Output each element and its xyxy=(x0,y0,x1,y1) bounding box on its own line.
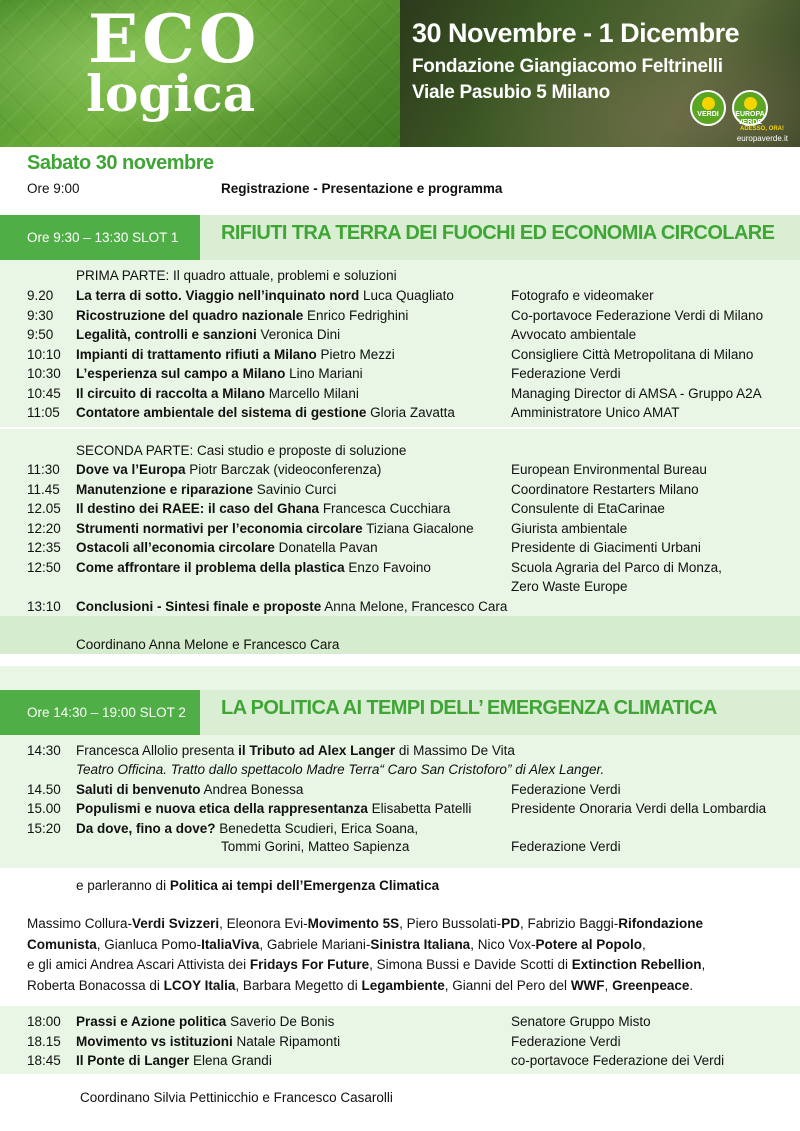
row-time: 18:00 xyxy=(27,1014,61,1029)
row-role: Giurista ambientale xyxy=(511,520,628,536)
parleranno-line: e parleranno di Politica ai tempi dell’Emergenza Climatica xyxy=(76,878,440,893)
schedule-row xyxy=(0,1051,800,1070)
row-role: co-portavoce Federazione dei Verdi xyxy=(511,1053,725,1068)
schedule-row xyxy=(0,364,800,383)
row-time: 10:30 xyxy=(27,366,61,381)
row-role: Zero Waste Europe xyxy=(511,579,628,594)
row-time: 9.20 xyxy=(27,288,54,303)
row-time: 9:50 xyxy=(27,327,54,342)
talk-row-continuation: Tommi Gorini, Matteo Sapienza Federazione Verdi xyxy=(221,839,621,854)
schedule-row xyxy=(0,499,800,518)
schedule-row xyxy=(0,597,800,616)
row-description: Populismi e nuova etica della rappresentanza Elisabetta Patelli xyxy=(76,801,472,817)
row-description: Come affrontare il problema della plastica Enzo Favoino xyxy=(76,559,431,575)
participants-line: Roberta Bonacossa di LCOY Italia, Barbara Megetto di Legambiente, Gianni del Pero del WWF, Greenpeace. xyxy=(27,977,694,993)
row-description: Dove va l’Europa Piotr Barczak (videoconferenza) xyxy=(76,462,382,477)
schedule-row xyxy=(0,306,800,325)
row-time: 18.15 xyxy=(27,1033,61,1049)
row-description: Ricostruzione del quadro nazionale Enrico Fedrighini xyxy=(76,307,409,323)
registration-text: Registrazione - Presentazione e programma xyxy=(221,181,503,196)
participants-line: e gli amici Andrea Ascari Attivista dei Fridays For Future, Simona Bussi e Davide Scotti di Extinction Rebellion, xyxy=(27,957,706,972)
row-description: Il circuito di raccolta a Milano Marcello Milani xyxy=(76,385,359,401)
row-description: Conclusioni - Sintesi finale e proposte Anna Melone, Francesco Cara xyxy=(76,599,508,614)
schedule-row xyxy=(0,1012,800,1031)
row-time: 11:05 xyxy=(27,405,60,420)
row-time: 15:20 xyxy=(27,820,61,836)
schedule-row xyxy=(0,1032,800,1051)
row-role: Federazione Verdi xyxy=(511,366,621,381)
row-description: Da dove, fino a dove? Benedetta Scudieri, Erica Soana, xyxy=(76,820,419,836)
talk-note: Teatro Officina. Tratto dallo spettacolo Madre Terra“ Caro San Cristoforo” di Alex Langer. xyxy=(76,762,605,777)
eco-logo-text: ECO xyxy=(88,0,261,78)
row-time: 9:30 xyxy=(27,307,54,323)
row-role: Coordinatore Restarters Milano xyxy=(511,481,699,497)
row-description: Movimento vs istituzioni Natale Ripamonti xyxy=(76,1033,341,1049)
row-role: Federazione Verdi xyxy=(511,1033,621,1049)
sun-icon xyxy=(702,97,715,110)
schedule-row xyxy=(0,345,800,364)
row-time: 12:20 xyxy=(27,520,61,536)
row-description: L’esperienza sul campo a Milano Lino Mariani xyxy=(76,366,363,381)
row-time: 10:10 xyxy=(27,346,61,362)
row-role: Senatore Gruppo Misto xyxy=(511,1014,651,1029)
participants-paragraph xyxy=(27,914,777,996)
row-role: Amministratore Unico AMAT xyxy=(511,405,680,420)
day-title: Sabato 30 novembre xyxy=(27,152,214,174)
schedule-row xyxy=(0,538,800,557)
row-role: Consulente di EtaCarinae xyxy=(511,501,665,516)
schedule-row xyxy=(0,780,800,799)
row-role: Fotografo e videomaker xyxy=(511,288,654,303)
slot2-coordinators: Coordinano Silvia Pettinicchio e Francesco Casarolli xyxy=(80,1090,393,1105)
slot1-coordinators: Coordinano Anna Melone e Francesco Cara xyxy=(76,637,340,652)
row-role: European Environmental Bureau xyxy=(511,462,707,477)
hands-background xyxy=(400,0,800,147)
row-role: Managing Director di AMSA - Gruppo A2A xyxy=(511,385,762,401)
talk-row: 14:30 Francesca Allolio presenta il Tributo ad Alex Langer di Massimo De Vita xyxy=(27,743,515,758)
website-text: europaverde.it xyxy=(736,134,788,143)
schedule-row xyxy=(0,480,800,499)
schedule-row xyxy=(0,325,800,344)
participants-line: Comunista, Gianluca Pomo-ItaliaViva, Gabriele Mariani-Sinistra Italiana, Nico Vox-Potere al Popolo, xyxy=(27,936,646,952)
part1-heading: PRIMA PARTE: Il quadro attuale, problemi e soluzioni xyxy=(76,268,397,283)
row-time: 11.45 xyxy=(27,481,60,497)
event-date: 30 Novembre - 1 Dicembre xyxy=(412,18,740,48)
registration-time: Ore 9:00 xyxy=(27,181,80,196)
schedule-row xyxy=(0,460,800,479)
europa-verde-logo-icon: EUROPA VERDE xyxy=(732,90,768,126)
row-description: Strumenti normativi per l’economia circolare Tiziana Giacalone xyxy=(76,520,474,536)
row-time: 12:35 xyxy=(27,540,61,555)
slot2-title: LA POLITICA AI TEMPI DELL’ EMERGENZA CLIMATICA xyxy=(221,697,717,719)
slot1-title: RIFIUTI TRA TERRA DEI FUOCHI ED ECONOMIA CIRCOLARE xyxy=(221,222,775,244)
schedule-row xyxy=(0,384,800,403)
row-time: 13:10 xyxy=(27,599,61,614)
row-time: 18:45 xyxy=(27,1053,61,1068)
schedule-row xyxy=(0,819,800,838)
row-description: Legalità, controlli e sanzioni Veronica Dini xyxy=(76,327,341,342)
row-description: Saluti di benvenuto Andrea Bonessa xyxy=(76,782,304,797)
schedule-row xyxy=(0,286,800,305)
row-description: Contatore ambientale del sistema di gestione Gloria Zavatta xyxy=(76,405,455,420)
row-role: Co-portavoce Federazione Verdi di Milano xyxy=(511,307,764,323)
row-role: Federazione Verdi xyxy=(511,782,621,797)
schedule-row xyxy=(0,577,800,596)
row-description: Il Ponte di Langer Elena Grandi xyxy=(76,1053,272,1068)
row-description: Prassi e Azione politica Saverio De Bonis xyxy=(76,1014,335,1029)
row-time: 15.00 xyxy=(27,801,61,817)
row-time: 14.50 xyxy=(27,782,61,797)
row-role: Consigliere Città Metropolitana di Milano xyxy=(511,346,754,362)
row-role: Scuola Agraria del Parco di Monza, xyxy=(511,559,722,575)
row-role: Avvocato ambientale xyxy=(511,327,637,342)
event-address: Viale Pasubio 5 Milano xyxy=(412,82,610,103)
schedule-row xyxy=(0,519,800,538)
row-description: Ostacoli all’economia circolare Donatella Pavan xyxy=(76,540,378,555)
schedule-row xyxy=(0,558,800,577)
row-description: La terra di sotto. Viaggio nell’inquinato nord Luca Quagliato xyxy=(76,288,454,303)
participants-line: Massimo Collura-Verdi Svizzeri, Eleonora Evi-Movimento 5S, Piero Bussolati-PD, Fabrizio Baggi-Rifondazione xyxy=(27,916,703,931)
leaf-background xyxy=(0,0,400,147)
row-time: 10:45 xyxy=(27,385,61,401)
row-description: Impianti di trattamento rifiuti a Milano Pietro Mezzi xyxy=(76,346,395,362)
row-time: 12:50 xyxy=(27,559,61,575)
row-description: Il destino dei RAEE: il caso del Ghana Francesca Cucchiara xyxy=(76,501,451,516)
schedule-row xyxy=(0,403,800,422)
logo-tagline: ADESSO, ORA! xyxy=(740,126,785,132)
row-time: 12.05 xyxy=(27,501,61,516)
schedule-row xyxy=(0,799,800,818)
event-venue: Fondazione Giangiacomo Feltrinelli xyxy=(412,56,723,77)
row-time: 11:30 xyxy=(27,462,60,477)
slot1-label: Ore 9:30 – 13:30 SLOT 1 xyxy=(0,215,200,260)
slot2-label: Ore 14:30 – 19:00 SLOT 2 xyxy=(0,690,200,735)
row-description: Manutenzione e riparazione Savinio Curci xyxy=(76,481,337,497)
row-role: Presidente Onoraria Verdi della Lombardia xyxy=(511,801,767,817)
verdi-logo-icon: VERDI xyxy=(690,90,726,126)
logica-logo-text: logica xyxy=(86,64,256,123)
sun-icon xyxy=(744,97,757,110)
part2-heading: SECONDA PARTE: Casi studio e proposte di soluzione xyxy=(76,443,407,458)
row-role: Presidente di Giacimenti Urbani xyxy=(511,540,701,555)
header-banner xyxy=(0,0,800,147)
